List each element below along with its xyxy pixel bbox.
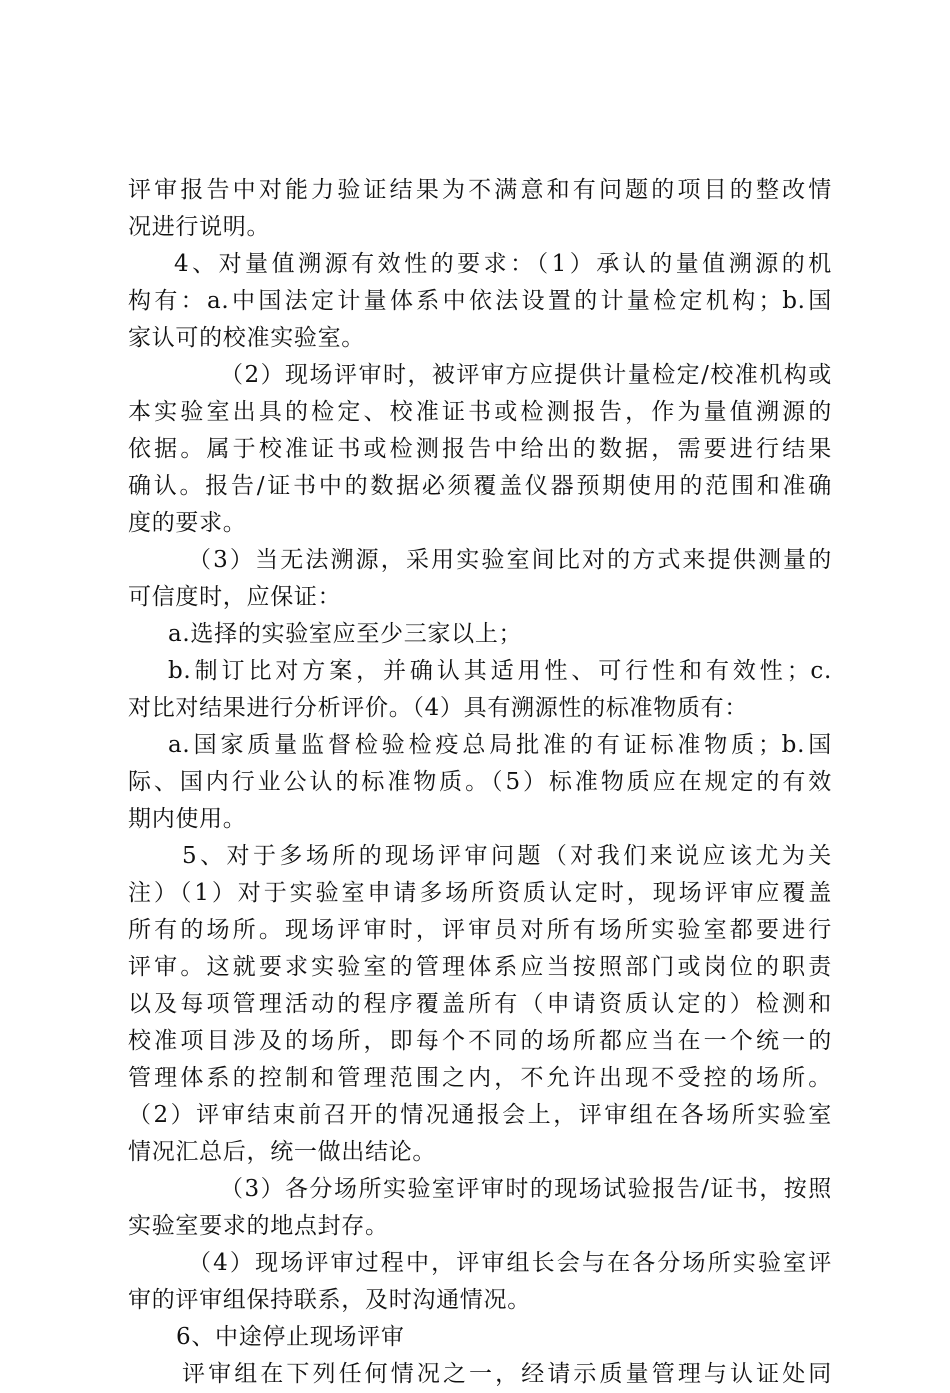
- text-line: 期内使用。: [128, 806, 247, 832]
- text-line: 对比对结果进行分析评价。（4）具有溯源性的标准物质有：: [128, 695, 749, 721]
- text-line: （4）现场评审过程中，评审组长会与在各分场所实验室评: [188, 1250, 832, 1276]
- text-line: （3）当无法溯源，采用实验室间比对的方式来提供测量的: [188, 547, 832, 573]
- text-line: 管理体系的控制和管理范围之内，不允许出现不受控的场所。: [128, 1065, 832, 1091]
- text-line: a.选择的实验室应至少三家以上；: [168, 621, 523, 647]
- text-line: 可信度时，应保证：: [128, 584, 342, 610]
- text-line: a.国家质量监督检验检疫总局批准的有证标准物质；b.国: [168, 732, 832, 758]
- text-line: 评审组在下列任何情况之一，经请示质量管理与认证处同: [182, 1361, 832, 1387]
- text-line: （3）各分场所实验室评审时的现场试验报告/证书，按照: [220, 1176, 832, 1202]
- text-line: 况进行说明。: [128, 214, 271, 240]
- text-line: 确认。报告/证书中的数据必须覆盖仪器预期使用的范围和准确: [128, 473, 832, 499]
- text-line: （2）评审结束前召开的情况通报会上，评审组在各场所实验室: [128, 1102, 832, 1128]
- text-line: 评审报告中对能力验证结果为不满意和有问题的项目的整改情: [128, 177, 832, 203]
- text-line: 4、对量值溯源有效性的要求：（1）承认的量值溯源的机: [174, 251, 832, 277]
- text-line: 评审。这就要求实验室的管理体系应当按照部门或岗位的职责: [128, 954, 832, 980]
- text-line: 依据。属于校准证书或检测报告中给出的数据，需要进行结果: [128, 436, 832, 462]
- text-line: 构有：a.中国法定计量体系中依法设置的计量检定机构；b.国: [128, 288, 832, 314]
- text-line: 度的要求。: [128, 510, 247, 536]
- text-line: 情况汇总后，统一做出结论。: [128, 1139, 437, 1165]
- text-line: 本实验室出具的检定、校准证书或检测报告，作为量值溯源的: [128, 399, 832, 425]
- text-line: 5、对于多场所的现场评审问题（对我们来说应该尤为关: [182, 843, 832, 869]
- text-line: 以及每项管理活动的程序覆盖所有（申请资质认定的）检测和: [128, 991, 832, 1017]
- text-line: 注）（1）对于实验室申请多场所资质认定时，现场评审应覆盖: [128, 880, 832, 906]
- text-line: 所有的场所。现场评审时，评审员对所有场所实验室都要进行: [128, 917, 832, 943]
- document-body: [128, 172, 832, 1393]
- text-line: b.制订比对方案，并确认其适用性、可行性和有效性；c.: [168, 658, 832, 684]
- text-line: 校准项目涉及的场所，即每个不同的场所都应当在一个统一的: [128, 1028, 832, 1054]
- text-line: 际、国内行业公认的标准物质。（5）标准物质应在规定的有效: [128, 769, 832, 795]
- text-line: 6、中途停止现场评审: [176, 1324, 405, 1350]
- text-line: （2）现场评审时，被评审方应提供计量检定/校准机构或: [220, 362, 832, 388]
- text-line: 实验室要求的地点封存。: [128, 1213, 389, 1239]
- text-line: 家认可的校准实验室。: [128, 325, 365, 351]
- text-line: 审的评审组保持联系，及时沟通情况。: [128, 1287, 531, 1313]
